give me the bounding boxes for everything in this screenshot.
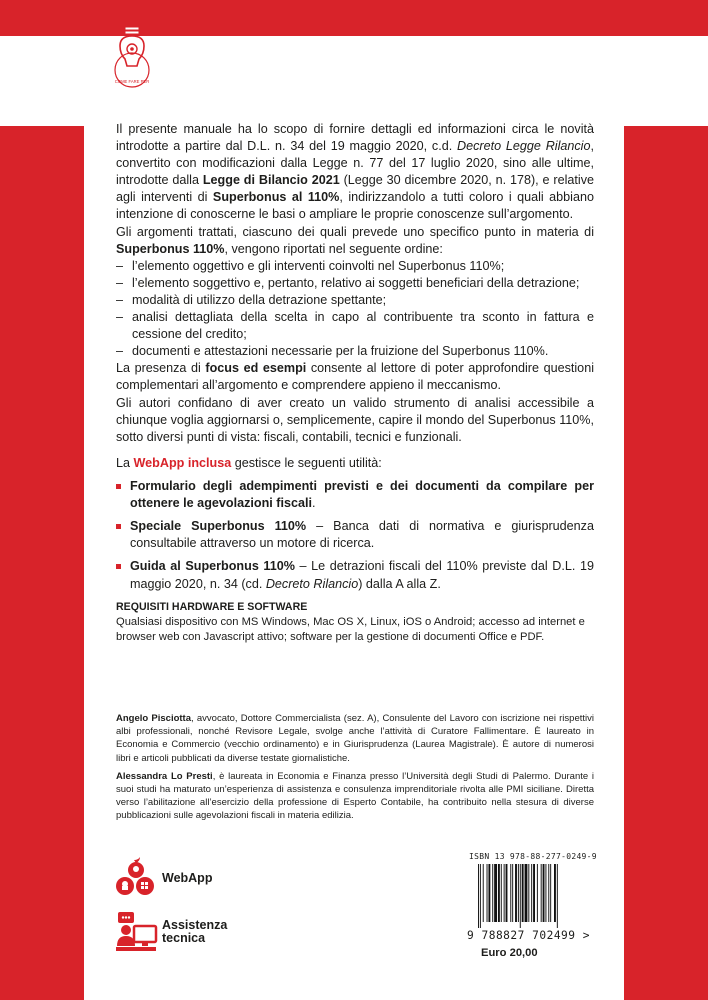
- barcode-icon: [478, 864, 590, 928]
- closing-paragraph: Gli autori confidano di aver creato un valido strumento di analisi accessibile a chiunque voglia aggiornarsi o, semplicemente, capire il mondo del Superbonus 110%, sotto diversi punti di vista: fiscali, contabili, tecnici e funzionali.: [116, 395, 594, 444]
- ean-number: 9 788827 702499 >: [467, 929, 591, 942]
- webapp-lead: La WebApp inclusa gestisce le seguenti utilità:: [116, 456, 382, 470]
- price: Euro 20,00: [481, 947, 538, 959]
- left-red-band: [0, 126, 84, 1000]
- topics-intro: Gli argomenti trattati, ciascuno dei quali prevede uno specifico punto in materia di Superbonus 110%, vengono riportati nel seguente ordine:: [116, 224, 594, 256]
- requirements-section: [116, 600, 594, 645]
- list-item: – l’elemento oggettivo e gli interventi coinvolti nel Superbonus 110%;: [116, 258, 594, 275]
- list-item: – l’elemento soggettivo e, pertanto, relativo ai soggetti beneficiari della detrazione;: [116, 275, 594, 292]
- right-red-band: [624, 126, 708, 1000]
- topics-list: [116, 258, 594, 361]
- webapp-badge: [114, 856, 212, 900]
- list-item: Speciale Superbonus 110% – Banca dati di normativa e giurisprudenza consultabile attraverso un motore di ricerca.: [116, 518, 594, 552]
- top-red-band: [0, 0, 708, 36]
- focus-paragraph: La presenza di focus ed esempi consente al lettore di poter approfondire questioni complementari all’argomento e comprendere appieno il meccanismo.: [116, 361, 594, 393]
- requirements-text: Qualsiasi dispositivo con MS Windows, Mac OS X, Linux, iOS o Android; accesso ad internet e browser web con Javascript attivo; software per la gestione di documenti Office e PDF.: [116, 616, 585, 643]
- webapp-section: [116, 455, 594, 599]
- requirements-title: REQUISITI HARDWARE E SOFTWARE: [116, 601, 308, 613]
- list-item: Formulario degli adempimenti previsti e dei documenti da compilare per ottenere le agevolazioni fiscali.: [116, 478, 594, 512]
- support-label: Assistenza tecnica: [162, 918, 228, 945]
- author-bio: Angelo Pisciotta, avvocato, Dottore Commercialista (sez. A), Consulente del Lavoro con iscrizione nei rispettivi albi professionali, nonché Revisore Legale, svolge anche l’attività di Curatore Fallimentare. È laureato in Economia e Commercio (vecchio ordinamento) e in Giurisprudenza (Laurea Magistrale). È autore di numerosi libri e articoli pubblicati da diverse testate giornalistiche.: [116, 713, 594, 764]
- support-badge: [114, 910, 227, 954]
- list-item: Guida al Superbonus 110% – Le detrazioni fiscali del 110% previste dal D.L. 19 maggio 2020, n. 34 (cd. Decreto Rilancio) dalla A alla Z.: [116, 558, 594, 592]
- technical-support-icon: [114, 910, 158, 954]
- author-bio: Alessandra Lo Presti, è laureata in Economia e Finanza presso l’Università degli Studi di Palermo. Durante i suoi studi ha maturato un’esperienza di assistenza e consulenza imprenditoriale rivolta alle PMI siciliane. Diretta verso l’abilitazione all’esercizio della professione di Esperto Contabile, ha contribuito nella stesura di diverse pubblicazioni sulle agevolazioni fiscali in materia edilizia.: [116, 770, 594, 822]
- badges: [114, 856, 234, 956]
- authors-section: [116, 712, 594, 828]
- book-description: [116, 121, 594, 446]
- lightbulb-gears-icon: [110, 24, 154, 88]
- platforms-icon: [114, 856, 158, 900]
- isbn-text: ISBN 13 978-88-277-0249-9: [469, 852, 597, 861]
- logo-caption: COME FARE PER: [114, 79, 150, 84]
- intro-paragraph: Il presente manuale ha lo scopo di fornire dettagli ed informazioni circa le novità introdotte a partire dal D.L. n. 34 del 19 maggio 2020, c.d. Decreto Legge Rilancio, convertito con modificazioni dalla Legge n. 77 del 17 luglio 2020, sino alle ultime, introdotte dalla Legge di Bilancio 2021 (Legge 30 dicembre 2020, n. 178), e relative agli interventi di Superbonus al 110%, indirizzandolo a tutti coloro i quali abbiano intenzione di conoscerne le basi o ampliare le proprie conoscenze sull’argomento.: [116, 122, 594, 222]
- webapp-label: WebApp: [162, 870, 213, 885]
- list-item: – modalità di utilizzo della detrazione spettante;: [116, 292, 594, 309]
- list-item: – documenti e attestazioni necessarie per la fruizione del Superbonus 110%.: [116, 343, 594, 360]
- webapp-features: [116, 478, 594, 593]
- list-item: – analisi dettagliata della scelta in capo al contribuente tra sconto in fattura e cessione del credito;: [116, 309, 594, 343]
